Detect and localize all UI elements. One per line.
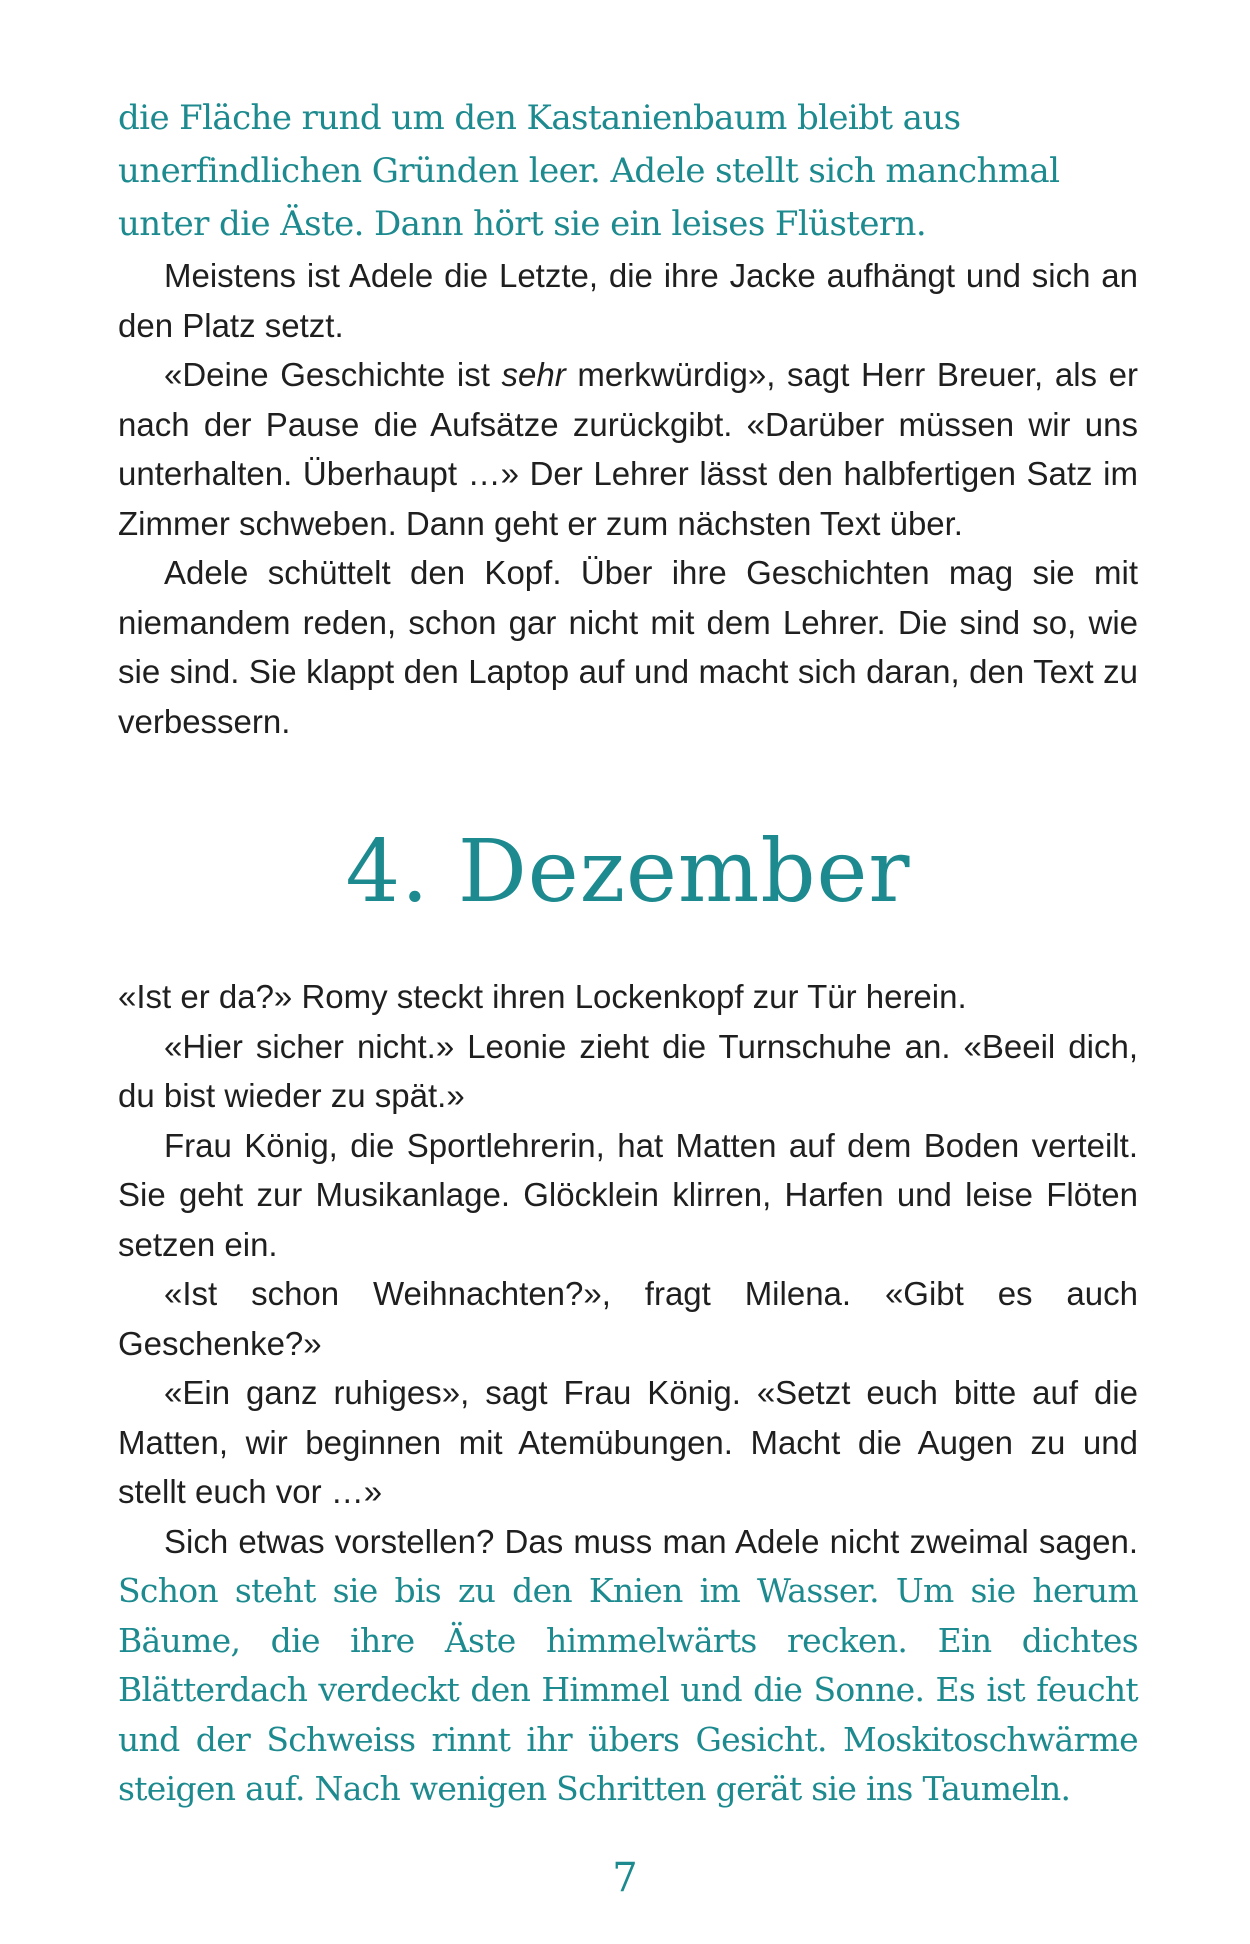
story-excerpt-inline: Schon steht sie bis zu den Knien im Wasser. Um sie herum Bäume, die ihre Äste himmelwärts recken. Ein dichtes Blätterdach verdeckt den Himmel und die Sonne. Es ist feucht und der Schweiss rinnt ihr übers Gesicht. Moskitoschwärme steigen auf. Nach wenigen Schritten gerät sie ins Taumeln. xyxy=(118,1571,1138,1808)
paragraph-text: «Deine Geschichte ist xyxy=(164,356,502,393)
emphasis-text: sehr xyxy=(501,356,566,393)
paragraph-text: merkwürdig», sagt Herr Breuer, als er nach der Pause die Aufsätze zurückgibt. «Darüber müssen wir uns unterhalten. Überhaupt …» Der Lehrer lässt den halbfertigen Satz im Zimmer schweben. Dann geht er zum nächsten Text über. xyxy=(118,356,1138,542)
paragraph: «Ist er da?» Romy steckt ihren Lockenkopf zur Tür herein. xyxy=(118,978,967,1015)
paragraph xyxy=(118,350,1138,548)
paragraph: «Ein ganz ruhiges», sagt Frau König. «Setzt euch bitte auf die Matten, wir beginnen mit Atemübungen. Macht die Augen zu und stellt euch vor …» xyxy=(118,1374,1138,1510)
chapter-title: 4. Dezember xyxy=(345,822,911,922)
page-number: 7 xyxy=(612,1855,638,1901)
book-page xyxy=(118,92,1138,1814)
paragraph: «Ist schon Weihnachten?», fragt Milena. «Gibt es auch Geschenke?» xyxy=(118,1275,1138,1362)
paragraph: Adele schüttelt den Kopf. Über ihre Geschichten mag sie mit niemandem reden, schon gar nicht mit dem Lehrer. Die sind so, wie sie sind. Sie klappt den Laptop auf und macht sich daran, den Text zu verbessern. xyxy=(118,554,1138,740)
paragraph: Frau König, die Sportlehrerin, hat Matten auf dem Boden verteilt. Sie geht zur Musikanlage. Glöcklein klirren, Harfen und leise Flöten setzen ein. xyxy=(118,1126,1138,1263)
paragraph: «Hier sicher nicht.» Leonie zieht die Turnschuhe an. «Beeil dich, du bist wieder zu spät.» xyxy=(118,1027,1138,1114)
paragraph: Meistens ist Adele die Letzte, die ihre Jacke aufhängt und sich an den Platz setzt. xyxy=(118,257,1138,344)
story-excerpt-intro: die Fläche rund um den Kastanienbaum bleibt aus unerfindlichen Gründen leer. Adele stellt sich manchmal unter die Äste. Dann hört sie ein leises Flüstern. xyxy=(118,98,1060,244)
paragraph xyxy=(118,1517,1138,1814)
paragraph-text: Sich etwas vorstellen? Das muss man Adele nicht zweimal sagen. xyxy=(164,1522,1138,1560)
